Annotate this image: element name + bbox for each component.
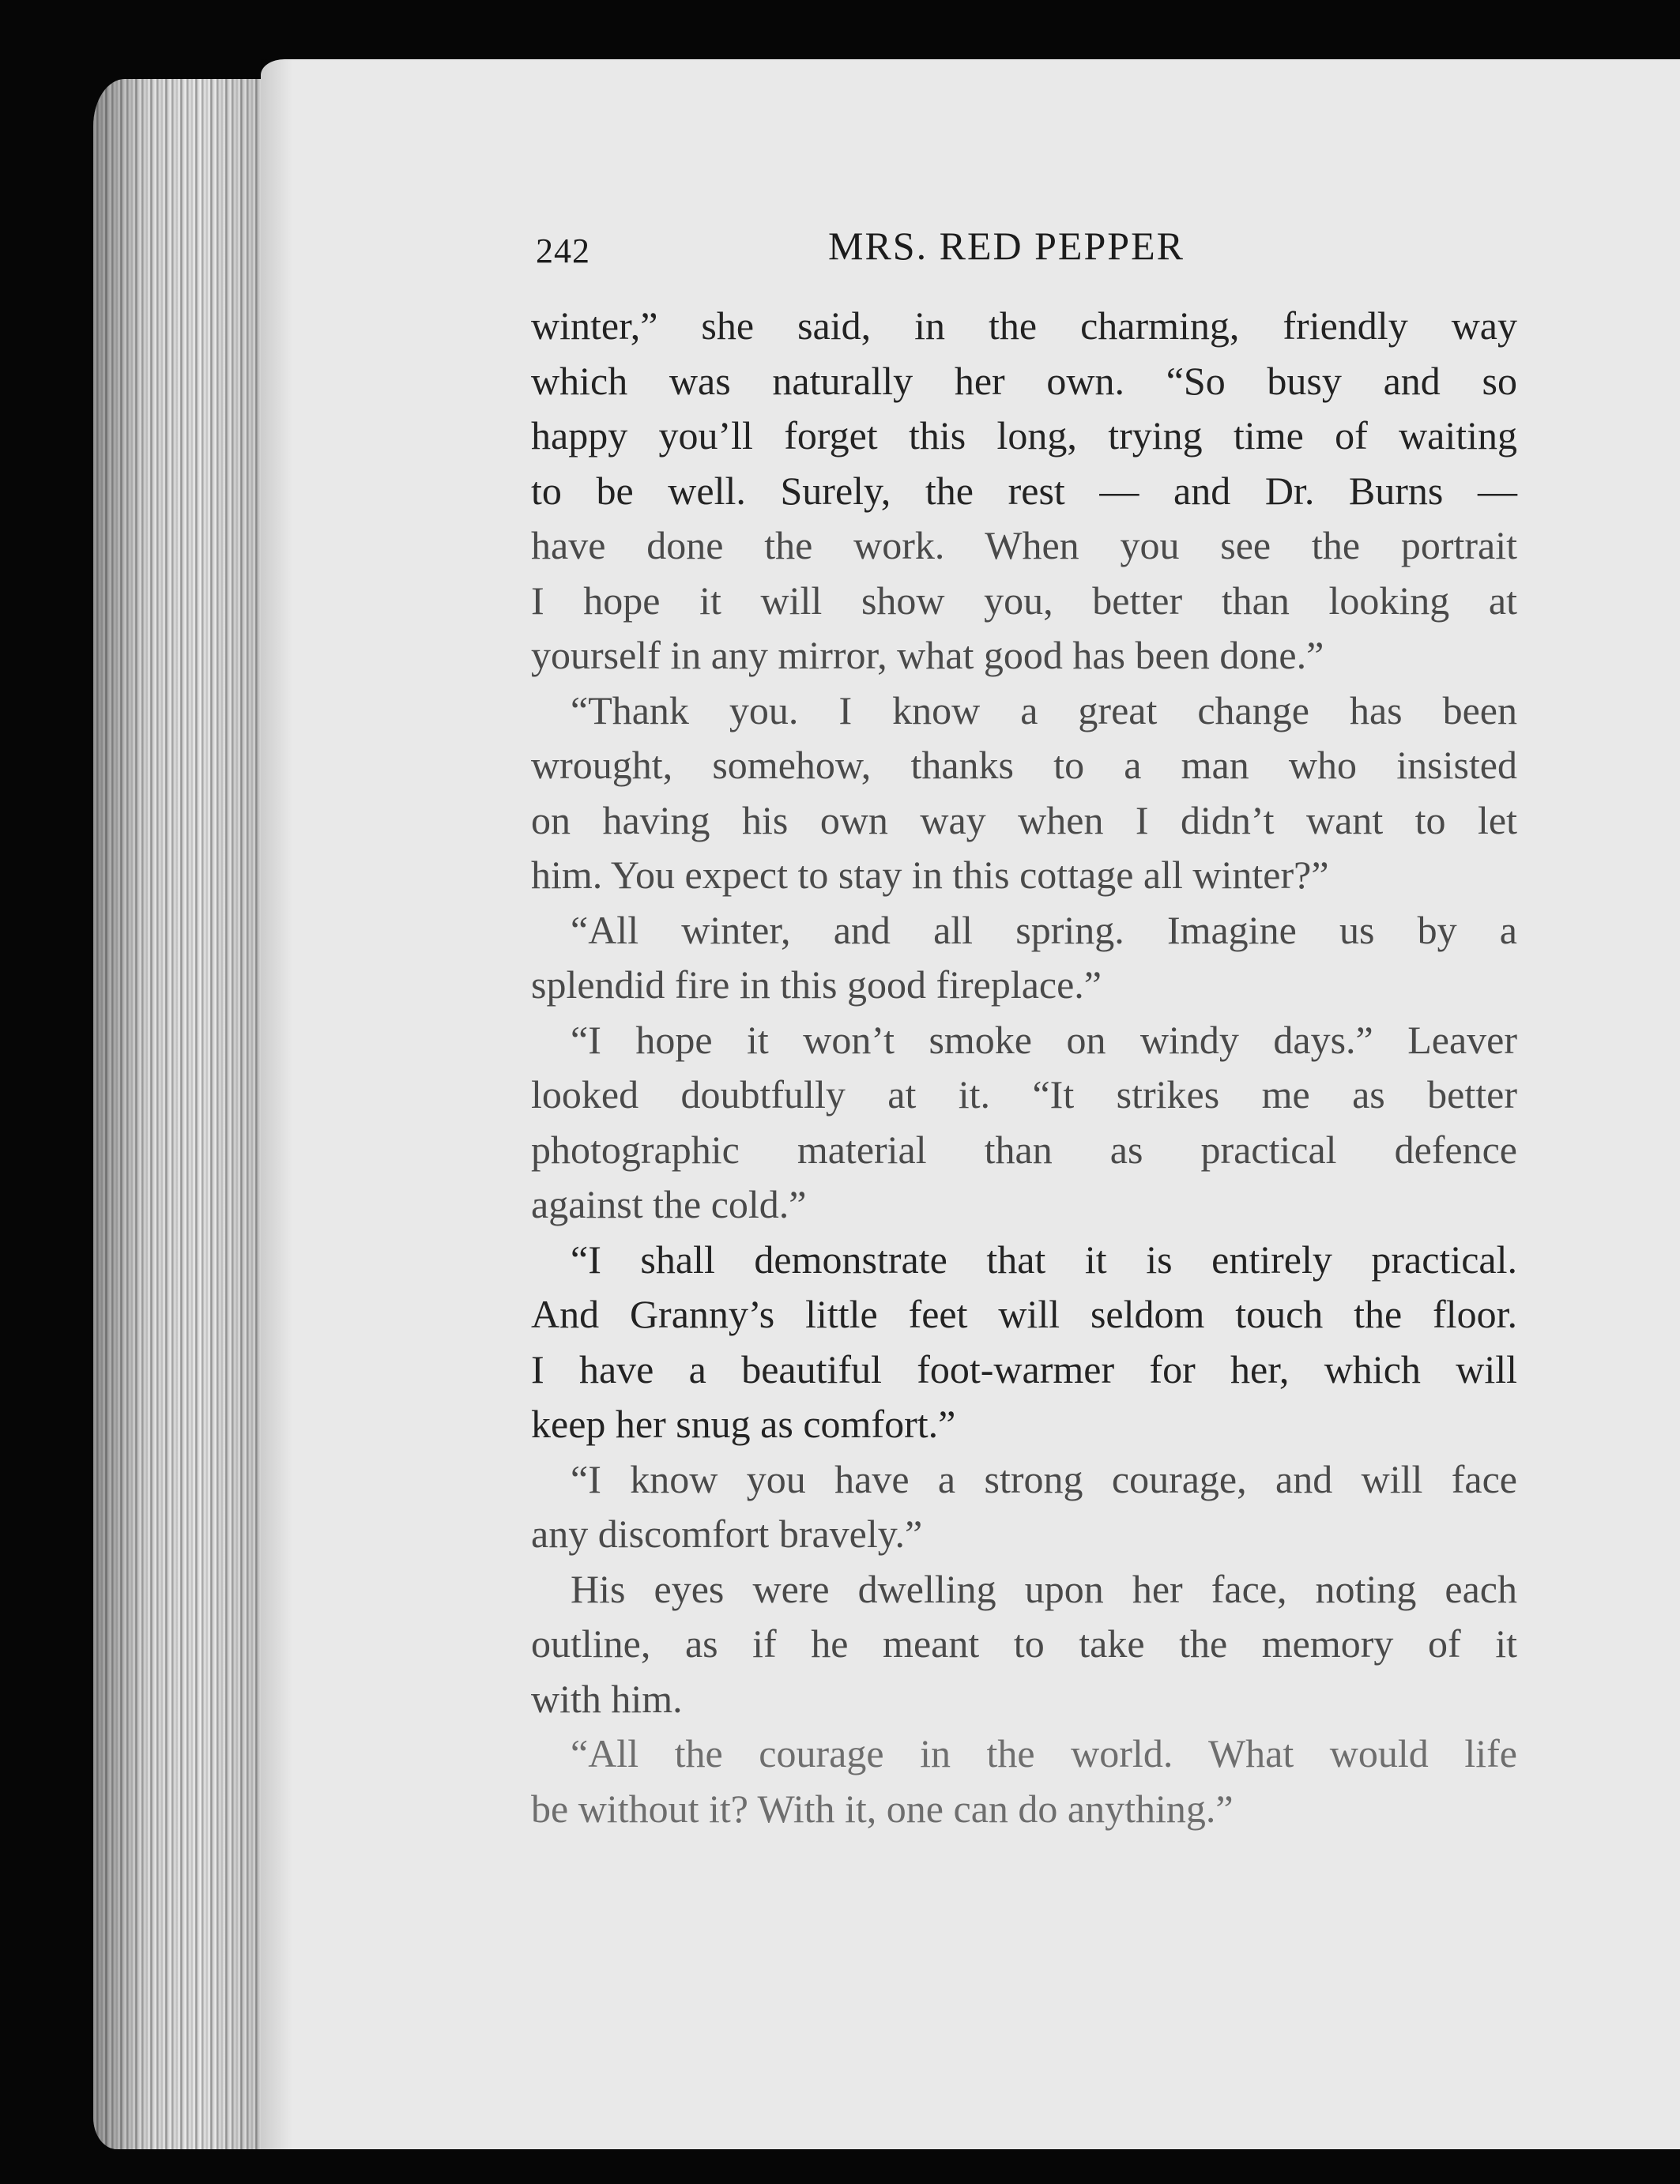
body-text xyxy=(531,299,1517,1836)
text-line: outline, as if he meant to take the memory of it xyxy=(531,1621,1517,1666)
text-line: “All the courage in the world. What would life xyxy=(571,1731,1517,1775)
text-line: be without it? With it, one can do anything.” xyxy=(531,1786,1234,1831)
text-line: I have a beautiful foot-warmer for her, which will xyxy=(531,1346,1517,1391)
text-line: And Granny’s little feet will seldom touch the floor. xyxy=(531,1292,1517,1336)
running-header xyxy=(536,223,1516,278)
text-line: “I hope it won’t smoke on windy days.” Leaver xyxy=(571,1017,1517,1062)
text-line: looked doubtfully at it. “It strikes me as better xyxy=(531,1072,1517,1116)
text-line: on having his own way when I didn’t want to let xyxy=(531,797,1517,842)
text-line: happy you’ll forget this long, trying time of waiting xyxy=(531,413,1517,458)
text-line: I hope it will show you, better than looking at xyxy=(531,578,1517,623)
text-line: have done the work. When you see the portrait xyxy=(531,523,1517,567)
text-line: photographic material than as practical defence xyxy=(531,1127,1517,1172)
text-line: winter,” she said, in the charming, friendly way xyxy=(531,303,1517,348)
text-line: “I know you have a strong courage, and will face xyxy=(571,1456,1517,1501)
text-line: “Thank you. I know a great change has been xyxy=(571,687,1517,732)
text-line: any discomfort bravely.” xyxy=(531,1512,923,1556)
text-line: “All winter, and all spring. Imagine us by a xyxy=(571,907,1517,952)
running-title: MRS. RED PEPPER xyxy=(828,224,1185,268)
page-number: 242 xyxy=(536,232,590,270)
text-line: with him. xyxy=(531,1676,683,1721)
text-line: “I shall demonstrate that it is entirely practical. xyxy=(571,1237,1517,1282)
book-page-edges xyxy=(93,79,275,2149)
text-line: to be well. Surely, the rest — and Dr. Burns — xyxy=(531,468,1517,513)
text-line: yourself in any mirror, what good has been done.” xyxy=(531,633,1324,677)
text-line: splendid fire in this good fireplace.” xyxy=(531,962,1102,1007)
text-line: against the cold.” xyxy=(531,1182,807,1226)
text-line: wrought, somehow, thanks to a man who insisted xyxy=(531,743,1517,787)
text-line: which was naturally her own. “So busy and so xyxy=(531,358,1517,403)
text-line: His eyes were dwelling upon her face, noting each xyxy=(571,1566,1517,1611)
text-line: keep her snug as comfort.” xyxy=(531,1402,956,1446)
text-line: him. You expect to stay in this cottage all winter?” xyxy=(531,853,1329,897)
